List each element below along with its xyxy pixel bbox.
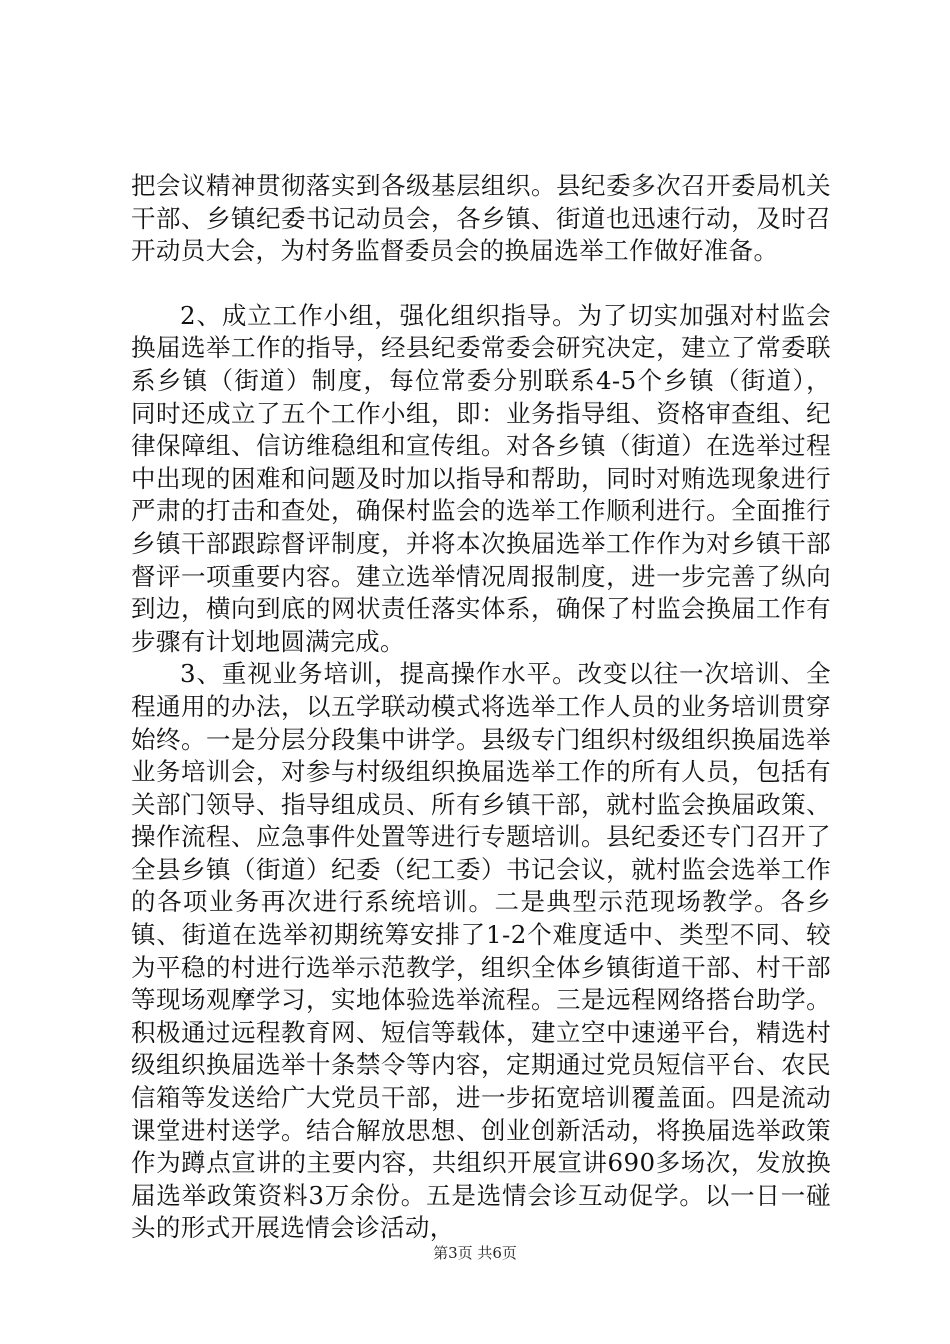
body-text (131, 170, 831, 1245)
paragraph-gap (131, 268, 831, 300)
paragraph-continuation: 把会议精神贯彻落实到各级基层组织。县纪委多次召开委局机关干部、乡镇纪委书记动员会，各乡镇、街道也迅速行动，及时召开动员大会，为村务监督委员会的换届选举工作做好准备。 (131, 171, 831, 266)
paragraph-2-work-groups: 2、成立工作小组，强化组织指导。为了切实加强对村监会换届选举工作的指导，经县纪委常委会研究决定，建立了常委联系乡镇（街道）制度，每位常委分别联系4-5个乡镇（街道），同时还成立了五个工作小组，即：业务指导组、资格审查组、纪律保障组、信访维稳组和宣传组。对各乡镇（街道）在选举过程中出现的困难和问题及时加以指导和帮助，同时对贿选现象进行严肃的打击和查处，确保村监会的选举工作顺利进行。全面推行乡镇干部跟踪督评制度，并将本次换届选举工作作为对乡镇干部督评一项重要内容。建立选举情况周报制度，进一步完善了纵向到边，横向到底的网状责任落实体系，确保了村监会换届工作有步骤有计划地圆满完成。 (131, 300, 831, 656)
page-number-footer: 第3页 共6页 (433, 1244, 517, 1262)
paragraph-3-training: 3、重视业务培训，提高操作水平。改变以往一次培训、全程通用的办法，以五学联动模式将选举工作人员的业务培训贯穿始终。一是分层分段集中讲学。县级专门组织村级组织换届选举业务培训会，对参与村级组织换届选举工作的所有人员，包括有关部门领导、指导组成员、所有乡镇干部，就村监会换届政策、操作流程、应急事件处置等进行专题培训。县纪委还专门召开了全县乡镇（街道）纪委（纪工委）书记会议，就村监会选举工作的各项业务再次进行系统培训。二是典型示范现场教学。各乡镇、街道在选举初期统筹安排了1-2个难度适中、类型不同、较为平稳的村进行选举示范教学，组织全体乡镇街道干部、村干部等现场观摩学习，实地体验选举流程。三是远程网络搭台助学。积极通过远程教育网、短信等载体，建立空中速递平台，精选村级组织换届选举十条禁令等内容，定期通过党员短信平台、农民信箱等发送给广大党员干部，进一步拓宽培训覆盖面。四是流动课堂进村送学。结合解放思想、创业创新活动，将换届选举政策作为蹲点宣讲的主要内容，共组织开展宣讲690多场次，发放换届选举政策资料3万余份。五是选情会诊互动促学。以一日一碰头的形式开展选情会诊活动， (131, 659, 831, 1243)
